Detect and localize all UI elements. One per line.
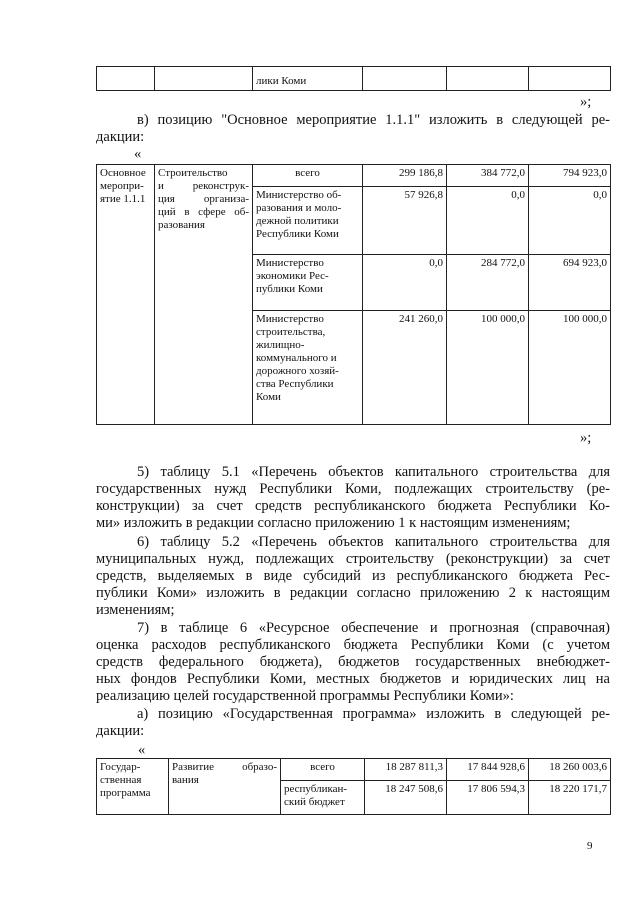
amount-cell: 284 772,0 xyxy=(447,255,529,311)
paragraph-b-line: в) позицию "Основное мероприятие 1.1.1" изложить в следующей ре- xyxy=(137,112,610,128)
funding-source-line: строительства, xyxy=(256,326,326,338)
paragraph-a-line: а) позицию «Государственная программа» изложить в следующей ре- xyxy=(137,706,610,722)
paragraph-5-line: 5) таблицу 5.1 «Перечень объектов капитального строительства для xyxy=(137,464,610,480)
funding-source-line: Республики Коми xyxy=(256,228,339,240)
funding-source-line: коммунального и xyxy=(256,352,337,364)
paragraph-6-line: средств, выделяемых в виде субсидий из республиканского бюджета Рес- xyxy=(96,568,610,584)
top-cell-6 xyxy=(529,67,611,91)
amount-cell: 694 923,0 xyxy=(529,255,611,311)
activity-description-line: Строительство xyxy=(158,167,228,179)
amount-cell: 18 220 171,7 xyxy=(529,781,611,815)
amount-cell: 241 260,0 xyxy=(363,311,447,425)
funding-source-line: дежной политики xyxy=(256,215,339,227)
amount-cell: 18 247 508,6 xyxy=(365,781,447,815)
funding-source-cell: всего xyxy=(281,759,365,781)
program-name-line: программа xyxy=(100,787,151,799)
top-cell-4 xyxy=(363,67,447,91)
top-cell-3: лики Коми xyxy=(253,67,363,91)
paragraph-a-line: дакции: xyxy=(96,723,145,739)
funding-source-line: Коми xyxy=(256,391,281,403)
program-table xyxy=(96,758,611,815)
program-description-cell xyxy=(169,759,281,815)
funding-source-cell xyxy=(253,255,363,311)
activity-name-line: меропри- xyxy=(100,180,144,192)
closing-quote-2: »; xyxy=(580,430,592,446)
paragraph-6-line: изменениям; xyxy=(96,602,175,618)
amount-cell: 0,0 xyxy=(447,187,529,255)
opening-quote-1: « xyxy=(134,146,142,162)
paragraph-7 xyxy=(96,620,610,705)
top-table-fragment xyxy=(96,66,611,91)
paragraph-5-line: государственных нужд Республики Коми, подлежащих строительству (ре- xyxy=(96,481,610,497)
paragraph-7-line: 7) в таблице 6 «Ресурсное обеспечение и прогнозная (справочная) xyxy=(137,620,610,636)
program-description-line: вания xyxy=(172,774,199,786)
activity-name-line: Основное xyxy=(100,167,146,179)
paragraph-7-line: средств федерального бюджета), бюджетов государственных внебюджет- xyxy=(96,654,610,670)
activity-table xyxy=(96,164,611,425)
paragraph-7-line: ных фондов Республики Коми, местных бюджетов и юридических лиц на xyxy=(96,671,610,687)
paragraph-5 xyxy=(96,464,610,532)
paragraph-a xyxy=(96,706,610,740)
paragraph-5-line: ми» изложить в редакции согласно приложению 1 к настоящим изменениям; xyxy=(96,515,571,531)
funding-source-line: Министерство xyxy=(256,257,324,269)
activity-description-line: ция организа- xyxy=(158,193,249,205)
program-name-line: Государ- xyxy=(100,761,141,773)
funding-source-line: ский бюджет xyxy=(284,796,345,808)
program-description-line: Развитие образо- xyxy=(172,761,277,773)
funding-source-cell xyxy=(253,311,363,425)
amount-cell: 0,0 xyxy=(363,255,447,311)
funding-source-cell xyxy=(281,781,365,815)
activity-description-line: ций в сфере об- xyxy=(158,206,249,218)
amount-cell: 100 000,0 xyxy=(529,311,611,425)
paragraph-b-line: дакции: xyxy=(96,129,145,145)
amount-cell: 100 000,0 xyxy=(447,311,529,425)
paragraph-6-line: 6) таблицу 5.2 «Перечень объектов капитального строительства для xyxy=(137,534,610,550)
funding-source-line: Министерство xyxy=(256,313,324,325)
amount-cell: 18 287 811,3 xyxy=(365,759,447,781)
funding-source-line: экономики Рес- xyxy=(256,270,329,282)
funding-source-line: публики Коми xyxy=(256,283,323,295)
paragraph-6 xyxy=(96,534,610,619)
amount-cell: 299 186,8 xyxy=(363,165,447,187)
amount-cell: 57 926,8 xyxy=(363,187,447,255)
opening-quote-2: « xyxy=(138,742,146,758)
activity-name-line: ятие 1.1.1 xyxy=(100,193,146,205)
top-cell-5 xyxy=(447,67,529,91)
activity-name-cell xyxy=(97,165,155,425)
paragraph-6-line: публики Коми» изложить в редакции согласно приложению 2 к настоящим xyxy=(96,585,610,601)
funding-source-cell xyxy=(253,187,363,255)
amount-cell: 384 772,0 xyxy=(447,165,529,187)
funding-source-cell: всего xyxy=(253,165,363,187)
funding-source-line: республикан- xyxy=(284,783,348,795)
activity-description-line: и реконструк- xyxy=(158,180,249,192)
funding-source-line: ства Республики xyxy=(256,378,334,390)
funding-source-line: Министерство об- xyxy=(256,189,342,201)
paragraph-5-line: конструкции) за счет средств республиканского бюджета Республики Ко- xyxy=(96,498,610,514)
paragraph-7-line: оценка расходов республиканского бюджета Республики Коми (с учетом xyxy=(96,637,610,653)
top-cell-2 xyxy=(155,67,253,91)
paragraph-6-line: муниципальных нужд, подлежащих строительству (реконструкции) за счет xyxy=(96,551,610,567)
program-name-line: ственная xyxy=(100,774,142,786)
paragraph-7-line: реализацию целей государственной программы Республики Коми»: xyxy=(96,688,514,704)
funding-source-line: разования и моло- xyxy=(256,202,342,214)
top-cell-1 xyxy=(97,67,155,91)
funding-source-line: жилищно- xyxy=(256,339,305,351)
amount-cell: 18 260 003,6 xyxy=(529,759,611,781)
activity-description-line: разования xyxy=(158,219,205,231)
amount-cell: 794 923,0 xyxy=(529,165,611,187)
page-number: 9 xyxy=(587,840,593,852)
amount-cell: 17 806 594,3 xyxy=(447,781,529,815)
closing-quote-1: »; xyxy=(580,94,592,110)
activity-description-cell xyxy=(155,165,253,425)
amount-cell: 17 844 928,6 xyxy=(447,759,529,781)
amount-cell: 0,0 xyxy=(529,187,611,255)
program-name-cell xyxy=(97,759,169,815)
paragraph-b xyxy=(96,112,610,146)
funding-source-line: дорожного хозяй- xyxy=(256,365,339,377)
